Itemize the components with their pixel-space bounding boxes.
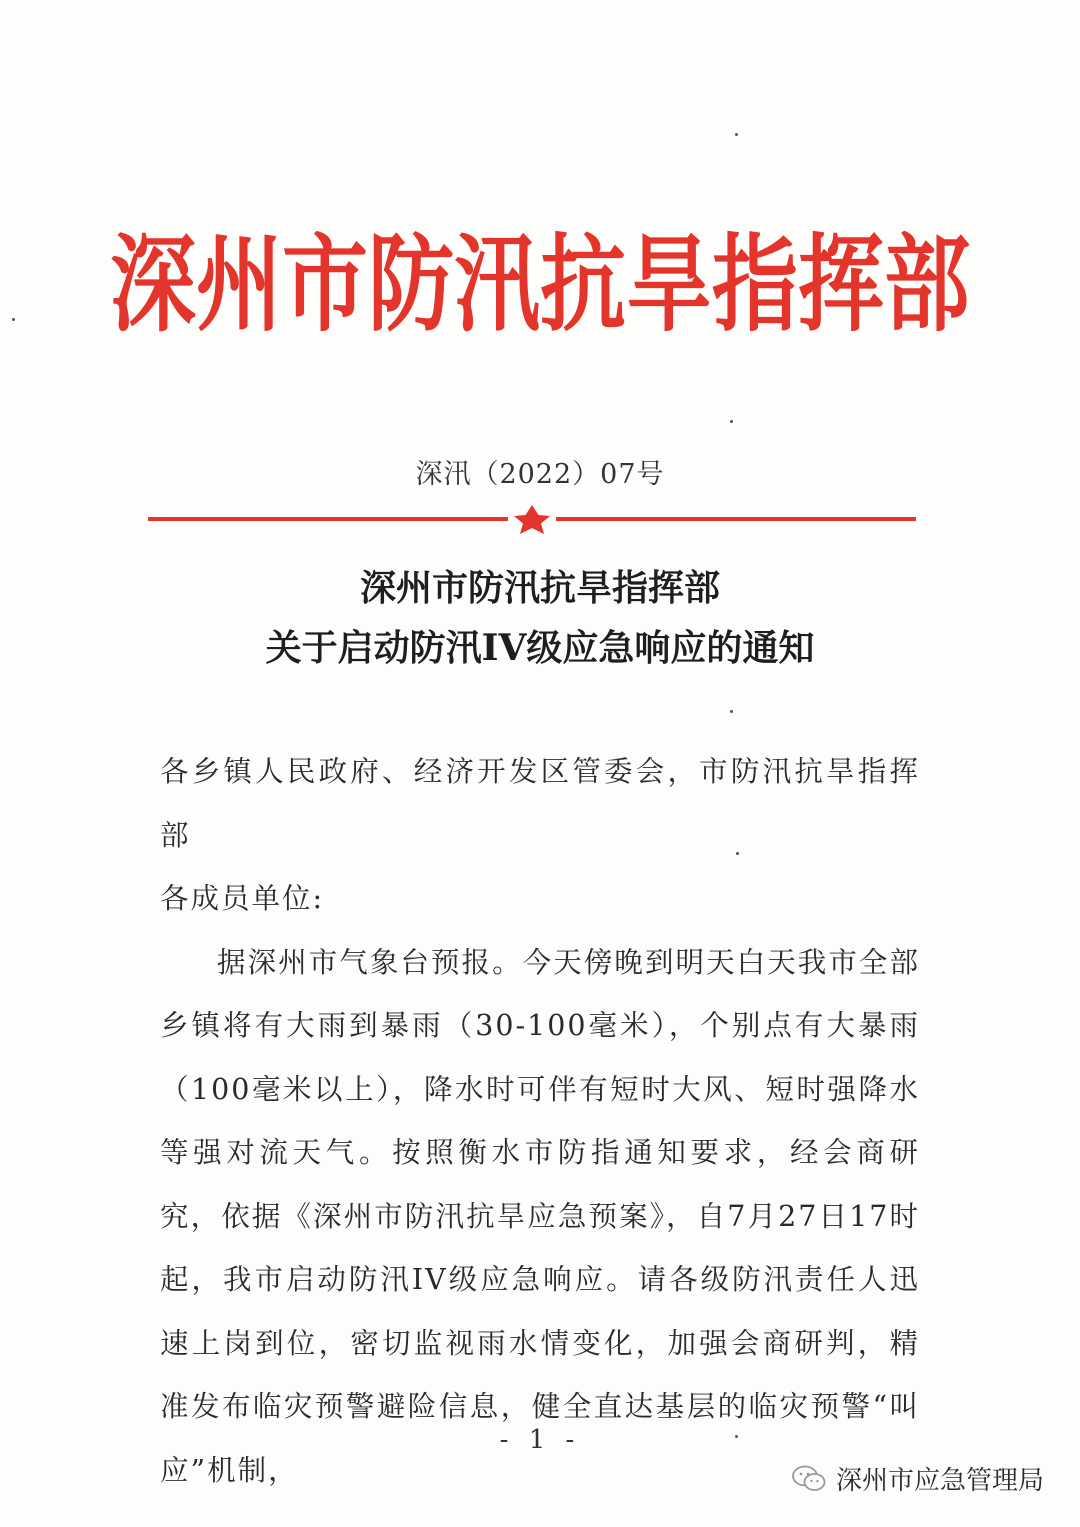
page-number: - 1 - [499, 1425, 581, 1455]
star-icon [514, 505, 550, 534]
red-rule-right [556, 517, 916, 521]
scan-speck [735, 1435, 738, 1438]
watermark-account-name: 深州市应急管理局 [835, 1466, 1044, 1496]
scan-speck [730, 420, 733, 423]
body-paragraph: 据深州市气象台预报。今天傍晚到明天白天我市全部乡镇将有大雨到暴雨（30-100毫米），个别点有大暴雨（100毫米以上），降水时可伴有短时大风、短时强降水等强对流天气。按照衡水市防指通知要求，经会商研究，依据《深州市防汛抗旱应急预案》，自7月27日17时起，我市启动防汛IV级应急响应。请各级防汛责任人迅速上岗到位，密切监视雨水情变化，加强会商研判，精准发布临灾预警避险信息，健全直达基层的临灾预警“叫应”机制， [160, 945, 920, 1487]
document-title [0, 558, 1080, 678]
title-line-1: 深州市防汛抗旱指挥部 [359, 567, 720, 609]
issuer-masthead: 深州市防汛抗旱指挥部 [110, 224, 970, 347]
red-rule-left [148, 517, 508, 521]
recipients-line-1: 各乡镇人民政府、经济开发区管委会，市防汛抗旱指挥部 [160, 755, 920, 852]
red-divider-with-star [148, 505, 916, 535]
wechat-watermark [792, 1460, 1044, 1497]
recipients-line-2: 各成员单位: [160, 882, 325, 915]
title-line-2: 关于启动防汛IV级应急响应的通知 [265, 627, 815, 669]
scan-speck [12, 318, 15, 321]
scan-speck [736, 852, 739, 855]
scan-speck [735, 133, 738, 136]
scan-speck [730, 710, 733, 713]
document-number: 深汛（2022）07号 [415, 459, 665, 490]
document-body [160, 740, 920, 1502]
wechat-icon [792, 1465, 826, 1493]
